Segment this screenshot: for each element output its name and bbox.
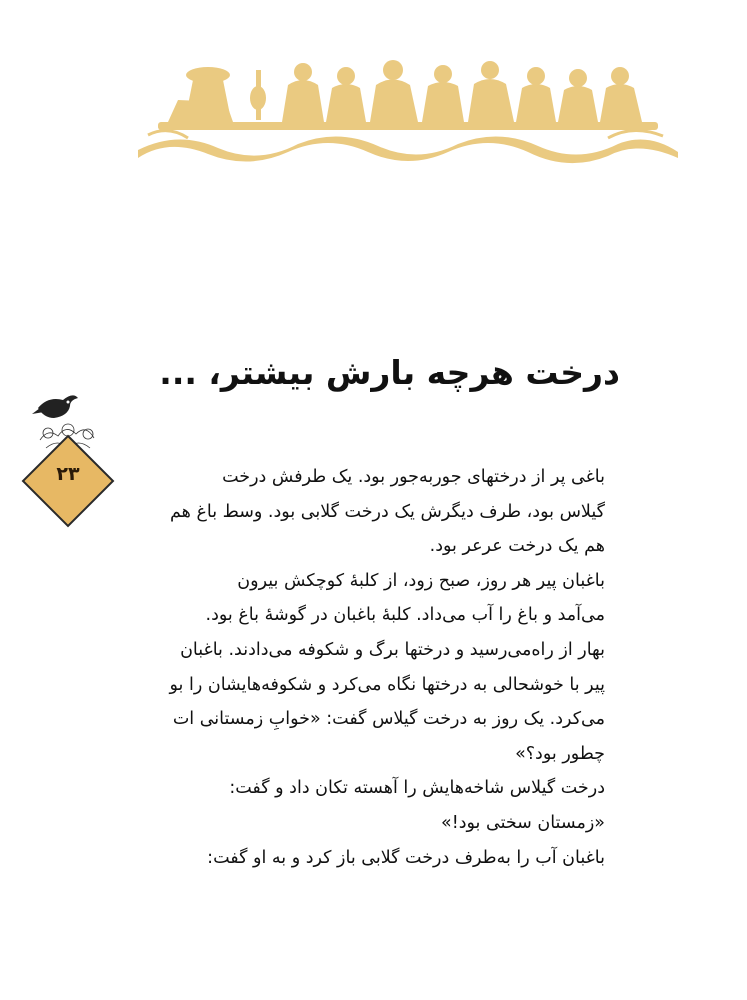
text-line: چطور بود؟» xyxy=(515,743,605,764)
text-line: باغی پر از درختهای جوربه‌جور بود. یک طرفش درخت xyxy=(222,467,605,487)
page-title: درخت هرچه بارش بیشتر، ... xyxy=(159,353,620,392)
text-line: بهار از راه‌می‌رسید و درختها برگ و شکوفه می‌دادند. باغبان xyxy=(180,639,605,660)
text-line: باغبان آب را به‌طرف درخت گلابی باز کرد و به او گفت: xyxy=(207,847,605,868)
text-line: می‌آمد و باغ را آب می‌داد. کلبهٔ باغبان در گوشهٔ باغ بود. xyxy=(205,605,605,626)
text-line: می‌کرد. یک روز به درخت گیلاس گفت: «خوابِ زمستانی ات xyxy=(172,709,605,730)
body-text xyxy=(150,460,605,875)
text-line: «زمستان سختی بود!» xyxy=(441,812,605,833)
paragraph-2 xyxy=(150,564,605,633)
paragraph-1 xyxy=(150,460,605,564)
text-line: باغبان پیر هر روز، صبح زود، از کلبهٔ کوچکش بیرون xyxy=(237,570,605,591)
bird-icon xyxy=(32,395,78,418)
text-line: پیر با خوشحالی به درختها نگاه می‌کرد و شکوفه‌هایشان را بو xyxy=(169,674,605,695)
page-number: ۲۳ xyxy=(56,463,80,485)
text-line: هم یک درخت عرعر بود. xyxy=(429,536,605,557)
text-line: گیلاس بود، طرف دیگرش یک درخت گلابی بود. وسط باغ هم xyxy=(170,501,605,522)
text-line: درخت گیلاس شاخه‌هایش را آهسته تکان داد و گفت: xyxy=(229,778,605,799)
paragraph-3 xyxy=(150,633,605,771)
paragraph-5 xyxy=(150,841,605,876)
page-number-badge xyxy=(18,378,118,528)
diamond-badge-graphic xyxy=(18,378,118,528)
hookah-gathering-illustration xyxy=(138,40,678,175)
paragraph-4 xyxy=(150,771,605,840)
